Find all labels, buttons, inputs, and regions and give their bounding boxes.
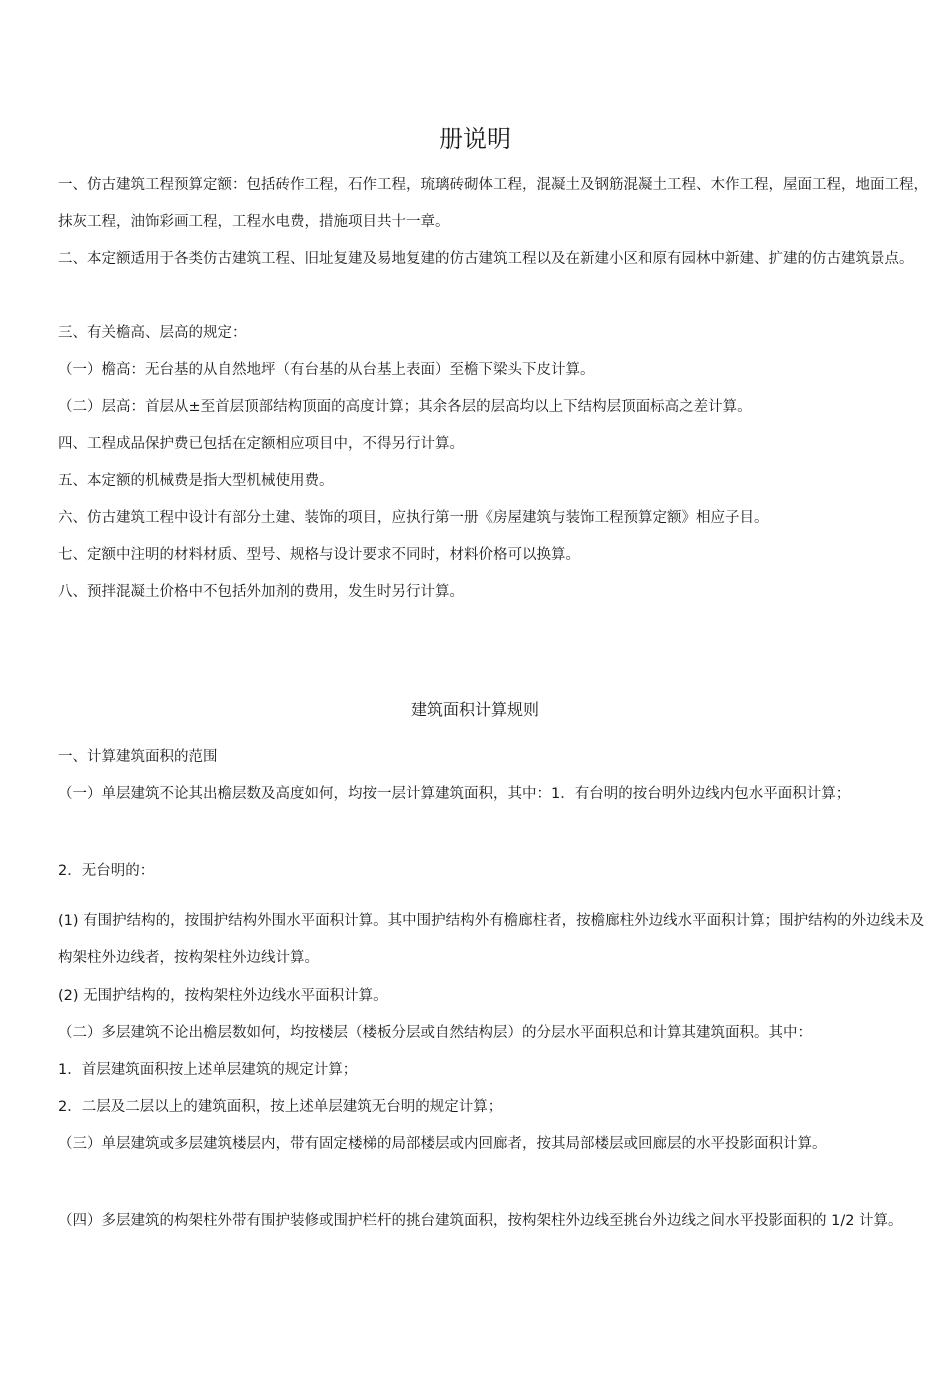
rule-1-1: （一）单层建筑不论其出檐层数及高度如何，均按一层计算建筑面积，其中：1．有台明的按台明外边线内包水平面积计算； [58,786,851,802]
paragraph-3-1: （一）檐高：无台基的从自然地坪（有台基的从台基上表面）至檐下梁头下皮计算。 [58,362,595,378]
rule-1: 一、计算建筑面积的范围 [58,749,218,765]
paragraph-6: 六、仿古建筑工程中设计有部分土建、装饰的项目，应执行第一册《房屋建筑与装饰工程预算定额》相应子目。 [58,510,769,526]
paragraph-8: 八、预拌混凝土价格中不包括外加剂的费用，发生时另行计算。 [58,584,464,600]
rule-1-2-1: 1．首层建筑面积按上述单层建筑的规定计算； [58,1062,358,1078]
section-title-manual-notes: 册说明 [439,125,511,153]
paragraph-5: 五、本定额的机械费是指大型机械使用费。 [58,473,334,489]
section-title-area-rules: 建筑面积计算规则 [410,700,539,719]
rule-1-4: （四）多层建筑的构架柱外带有围护装修或围护栏杆的挑台建筑面积，按构架柱外边线至挑台外边线之间水平投影面积的 1/2 计算。 [58,1213,903,1229]
paragraph-7: 七、定额中注明的材料材质、型号、规格与设计要求不同时，材料价格可以换算。 [58,547,580,563]
rule-1-3: （三）单层建筑或多层建筑楼层内，带有固定楼梯的局部楼层或内回廊者，按其局部楼层或回廊层的水平投影面积计算。 [58,1136,827,1152]
paragraph-4: 四、工程成品保护费已包括在定额相应项目中，不得另行计算。 [58,436,464,452]
paragraph-3-2: （二）层高：首层从±至首层顶部结构顶面的高度计算；其余各层的层高均以上下结构层顶面标高之差计算。 [58,399,752,415]
paragraph-2: 二、本定额适用于各类仿古建筑工程、旧址复建及易地复建的仿古建筑工程以及在新建小区和原有园林中新建、扩建的仿古建筑景点。 [58,251,914,267]
rule-1-1-2-2: (2) 无围护结构的，按构架柱外边线水平面积计算。 [58,988,388,1004]
rule-1-1-2: 2．无台明的： [58,863,155,879]
rule-1-2: （二）多层建筑不论出檐层数如何，均按楼层（楼板分层或自然结构层）的分层水平面积总和计算其建筑面积。其中： [58,1025,812,1041]
paragraph-3: 三、有关檐高、层高的规定： [58,325,247,341]
rule-1-1-2-1: (1) 有围护结构的，按围护结构外围水平面积计算。其中围护结构外有檐廊柱者，按檐廊柱外边线水平面积计算；围护结构的外边线未及构架柱外边线者，按构架柱外边线计算。 [58,913,925,966]
rule-1-2-2: 2．二层及二层以上的建筑面积，按上述单层建筑无台明的规定计算； [58,1099,503,1115]
paragraph-1: 一、仿古建筑工程预算定额：包括砖作工程，石作工程，琉璃砖砌体工程，混凝土及钢筋混凝土工程、木作工程，屋面工程，地面工程，抹灰工程，油饰彩画工程，工程水电费，措施项目共十一章。 [58,177,928,230]
